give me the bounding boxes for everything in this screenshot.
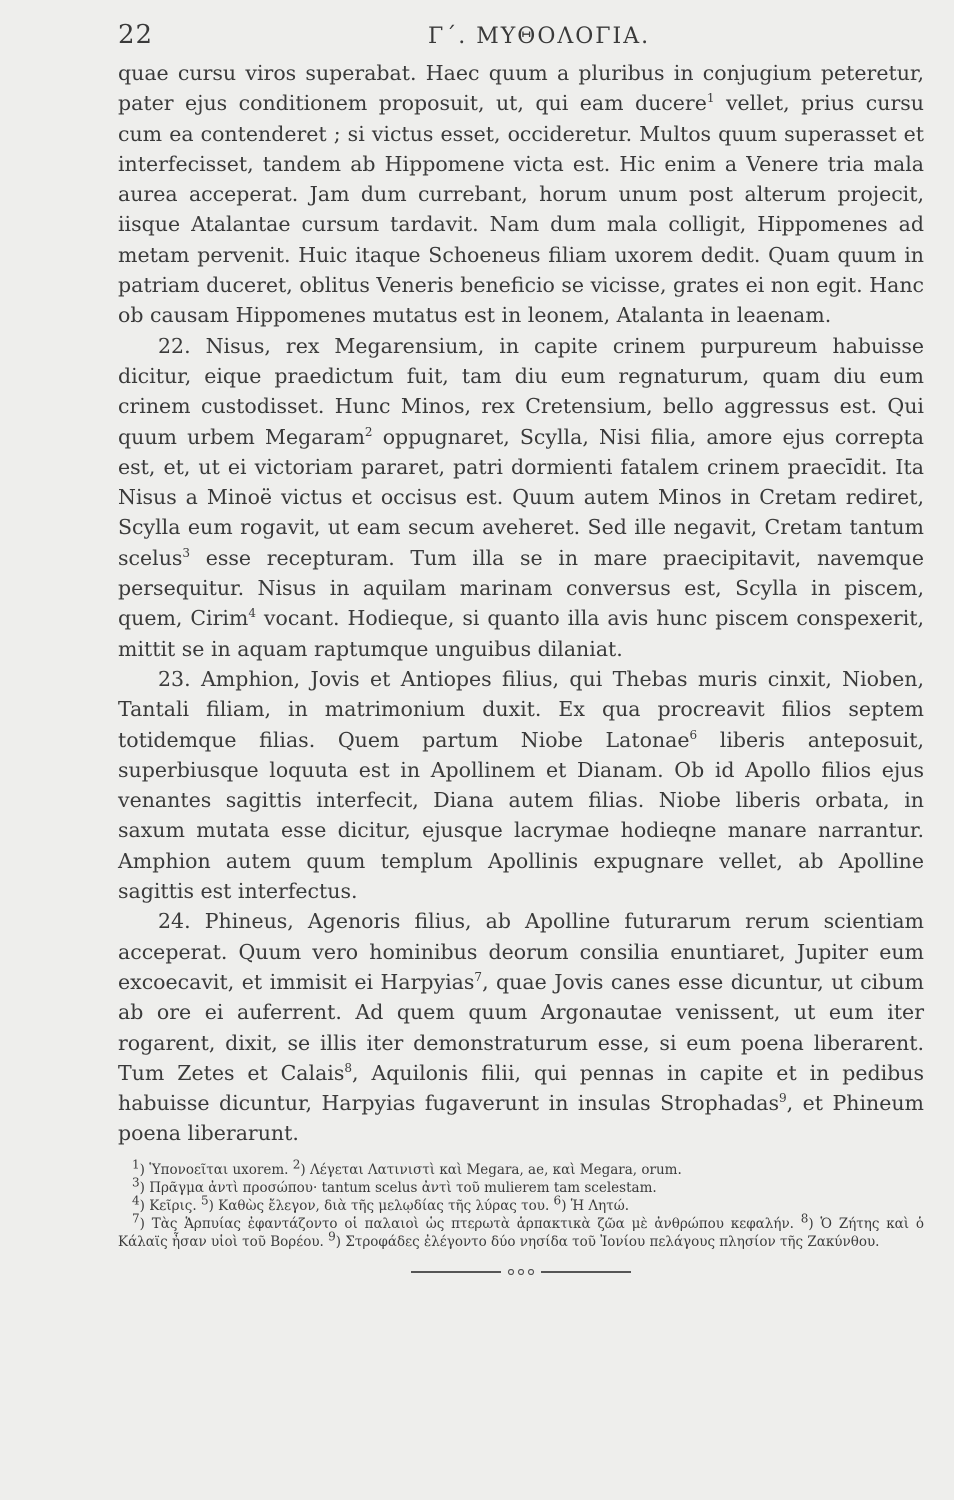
footnote-marker: 7	[132, 1211, 140, 1226]
book-page	[118, 14, 924, 1494]
text-run: ) Τὰς Ἁρπυίας ἐφαντάζοντο οἱ παλαιοὶ ὡς πτερωτὰ ἁρπακτικὰ ζῶα μὲ ἀνθρώπου κεφαλήν.	[139, 1215, 801, 1232]
footnote-marker: 3	[132, 1175, 140, 1190]
footnote-marker: 9	[328, 1229, 336, 1244]
footnote-1	[118, 1157, 924, 1179]
text-run: esse recepturam. Tum illa se in mare praecipitavit, navemque persequitur. Nisus in aquilam marinam conversus est, Scylla in piscem, quem, Cirim	[118, 545, 924, 631]
footnote-marker: 6	[689, 727, 698, 742]
text-run: ) Πρᾶγμα ἀντὶ προσώπου· tantum scelus ἀντὶ τοῦ mulierem tam scelestam.	[139, 1179, 657, 1196]
text-run: ) Στροφάδες ἐλέγοντο δύο νησίδα τοῦ Ἰονίου πελάγους πλησίον τῆς Ζακύνθου.	[335, 1233, 880, 1250]
footnote-marker: 1	[132, 1157, 140, 1172]
text-run: ) Ὑπονοεῖται uxorem.	[139, 1161, 293, 1178]
footnote-marker: 9	[778, 1091, 787, 1106]
footnote-marker: 7	[474, 970, 483, 985]
text-run: ) Κεῖρις.	[139, 1197, 201, 1214]
text-run: 22. Nisus, rex Megarensium, in capite crinem purpureum habuisse dicitur, eique praedictum fuit, tam diu eum regnaturum, quam diu eum crinem custodisset. Hunc Minos, rex Cretensium, bello aggressus est. Qui quum urbem Megaram	[118, 333, 924, 449]
footnote-marker: 4	[132, 1193, 140, 1208]
footnotes	[118, 1157, 924, 1251]
text-run: , Aquilonis filii, qui pennas in capite et in pedibus habuisse dicuntur, Harpyias fugaverunt in insulas Strophadas	[118, 1060, 924, 1116]
text-run: 24. Phineus, Agenoris filius, ab Apolline futurarum rerum scientiam acceperat. Quum vero hominibus deorum consilia enuntiaret, Jupiter eum excoecavit, et immisit ei Harpyias	[118, 909, 924, 994]
text-run: 23. Amphion, Jovis et Antiopes filius, qui Thebas muris cinxit, Nioben, Tantali filiam, in matrimonium duxit. Ex qua procreavit filios septem totidemque filias. Quem partum Niobe Latonae	[118, 666, 924, 752]
footnote-marker: 3	[182, 545, 191, 560]
text-run: vocant. Hodieque, si quanto illa avis hunc piscem conspexerit, mittit se in aquam raptumque unguibus dilaniat.	[118, 606, 925, 661]
text-run: ) Λέγεται Λατινιστὶ καὶ Megara, ae, καὶ Megara, orum.	[300, 1161, 682, 1178]
paragraph-2	[118, 331, 924, 664]
footnote-marker: 8	[344, 1060, 353, 1075]
footnote-2	[118, 1175, 924, 1197]
text-run: , et Phineum poena liberarunt.	[118, 1091, 924, 1146]
text-run: vellet, prius cursu cum ea contenderet ; si victus esset, occideretur. Multos quum superasset et interfecisset, tandem ab Hippomene victa est. Hic enim a Venere tria mala aurea acceperat. Jam dum currebant, horum unum post alterum projecit, iisque Atalantae cursum tardavit. Nam dum mala colligit, Hippomenes ad metam pervenit. Huic itaque Schoeneus filiam uxorem dedit. Quam quum in patriam duceret, oblitus Veneris beneficio se vicisse, grates ei non egit. Hanc ob causam Hippomenes mutatus est in leonem, Atalanta in leaenam.	[118, 91, 924, 328]
paragraph-3	[118, 664, 924, 906]
footnote-marker: 6	[553, 1193, 562, 1208]
text-run: ) Καθὼς ἔλεγον, διὰ τῆς μελῳδίας τῆς λύρας του.	[208, 1197, 554, 1214]
paragraph-4	[118, 906, 924, 1148]
footnote-marker: 5	[200, 1193, 209, 1208]
footnote-marker: 2	[292, 1157, 301, 1172]
ornament-rule-icon	[411, 1269, 631, 1275]
text-run: oppugnaret, Scylla, Nisi filia, amore ejus correpta est, et, ut ei victoriam pararet, patri dormienti fatalem crinem praecīdit. Ita Nisus a Minoë victus et occisus est. Quum autem Minos in Cretam rediret, Scylla eum rogavit, ut eam secum aveheret. Sed ille negavit, Cretam tantum scelus	[118, 424, 924, 570]
footnote-marker: 2	[364, 424, 373, 439]
paragraph-1	[118, 58, 924, 331]
text-run: ) Ἡ Λητώ.	[561, 1197, 630, 1214]
running-head: Γ΄. ΜΥΘΟΛΟΓΙΑ.	[428, 24, 651, 49]
body-text	[118, 58, 924, 1149]
footnote-4	[118, 1211, 924, 1251]
footnote-marker: 4	[248, 606, 257, 621]
text-run: ) Ὁ Ζήτης καὶ ὁ Κάλαϊς ἦσαν υἱοὶ τοῦ Βορέου.	[118, 1215, 924, 1250]
footnote-marker: 8	[800, 1211, 809, 1226]
text-run: quae cursu viros superabat. Haec quum a pluribus in conjugium peteretur, pater ejus conditionem proposuit, ut, qui eam ducere	[118, 61, 924, 116]
page-number: 22	[118, 20, 154, 50]
text-run: liberis anteposuit, superbiusque loquuta est in Apollinem et Dianam. Ob id Apollo filios ejus venantes sagittis interfecit, Diana autem filias. Niobe liberis orbata, in saxum mutata esse dicitur, ejusque lacrymae hodieqne manare narrantur. Amphion autem quum templum Apollinis expugnare vellet, ab Apolline sagittis est interfectus.	[118, 727, 924, 904]
footnote-marker: 1	[706, 91, 715, 106]
closing-ornament	[411, 1269, 631, 1275]
text-run: , quae Jovis canes esse dicuntur, ut cibum ab ore ei auferrent. Ad quem quum Argonautae venissent, ut eum iter rogarent, dixit, se illis iter demonstraturum esse, si eum poena liberarent. Tum Zetes et Calais	[118, 969, 924, 1085]
page-header	[118, 14, 924, 58]
